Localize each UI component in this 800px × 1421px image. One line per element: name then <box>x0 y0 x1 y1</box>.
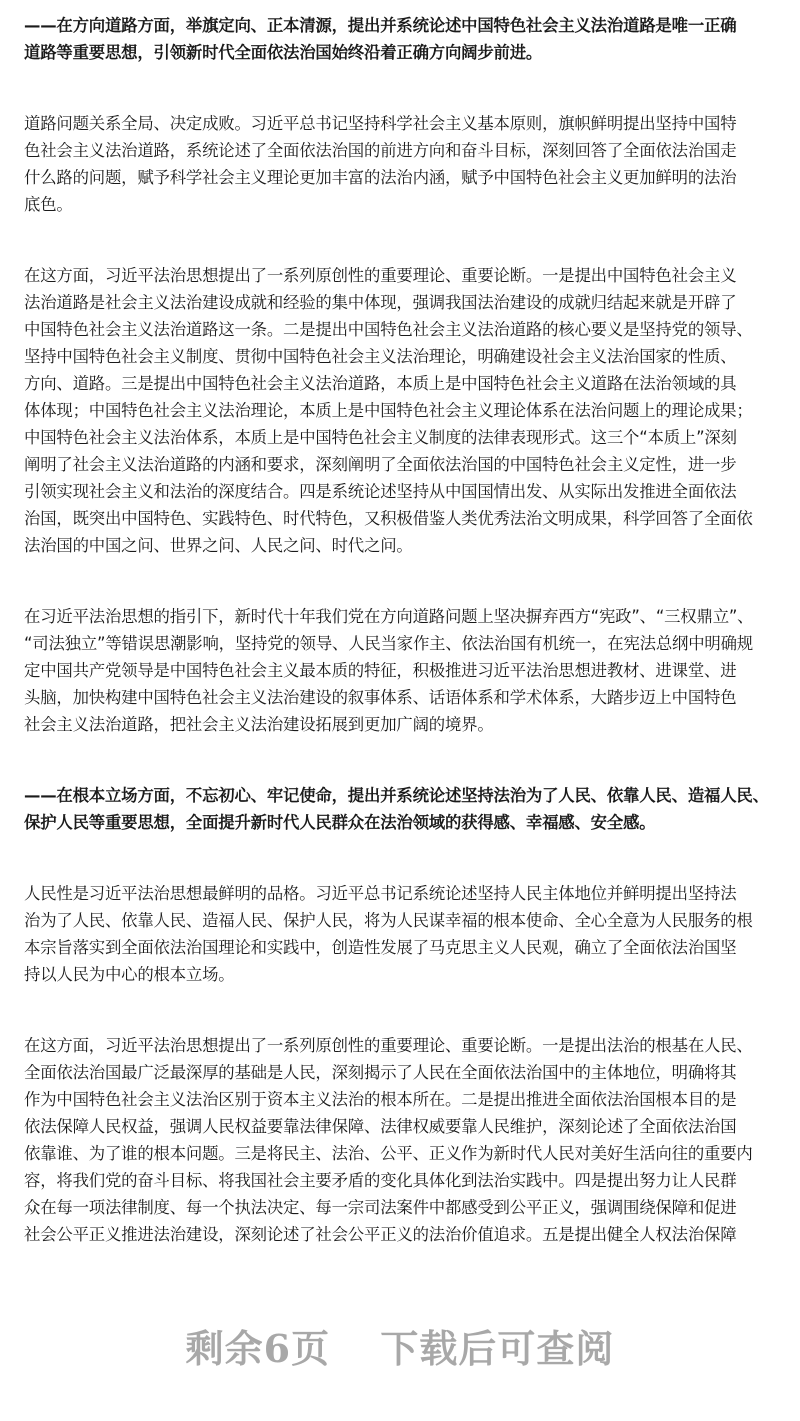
text-line: 作为中国特色社会主义法治区别于资本主义法治的根本所在。二是提出推进全面依法治国根本目的是 <box>24 1090 737 1109</box>
text-line: ——在方向道路方面，举旗定向、正本清源，提出并系统论述中国特色社会主义法治道路是唯一正确 <box>24 16 737 35</box>
text-line: 治国，既突出中国特色、实践特色、时代特色，又积极借鉴人类优秀法治文明成果，科学回答了全面依 <box>24 509 753 528</box>
section-heading-paragraph <box>24 782 784 836</box>
text-line: 在习近平法治思想的指引下，新时代十年我们党在方向道路问题上坚决摒弃西方“宪政”、“三权鼎立”、 <box>24 607 754 626</box>
body-paragraph <box>24 110 784 218</box>
text-line: 头脑，加快构建中国特色社会主义法治建设的叙事体系、话语体系和学术体系，大踏步迈上中国特色 <box>24 688 737 707</box>
text-line: “司法独立”等错误思潮影响，坚持党的领导、人民当家作主、依法治国有机统一，在宪法总纲中明确规 <box>24 634 753 653</box>
body-paragraph <box>24 262 784 559</box>
body-paragraph <box>24 603 784 738</box>
text-line: 依法保障人民权益，强调人民权益要靠法律保障、法律权威要靠人民维护，深刻论述了全面依法治国 <box>24 1117 737 1136</box>
text-line: 治为了人民、依靠人民、造福人民、保护人民，将为人民谋幸福的根本使命、全心全意为人民服务的根 <box>24 911 753 930</box>
text-line: 保护人民等重要思想，全面提升新时代人民群众在法治领域的获得感、幸福感、安全感。 <box>24 813 656 832</box>
text-line: 在这方面，习近平法治思想提出了一系列原创性的重要理论、重要论断。一是提出法治的根基在人民、 <box>24 1036 753 1055</box>
text-line: 众在每一项法律制度、每一个执法决定、每一宗司法案件中都感受到公平正义，强调围绕保障和促进 <box>24 1198 737 1217</box>
text-line: 体体现；中国特色社会主义法治理论，本质上是中国特色社会主义理论体系在法治问题上的理论成果； <box>24 401 753 420</box>
text-line: 引领实现社会主义和法治的深度结合。四是系统论述坚持从中国国情出发、从实际出发推进全面依法 <box>24 482 737 501</box>
document-body <box>24 12 784 1292</box>
text-line: 什么路的问题，赋予科学社会主义理论更加丰富的法治内涵，赋予中国特色社会主义更加鲜明的法治 <box>24 168 737 187</box>
text-line: 在这方面，习近平法治思想提出了一系列原创性的重要理论、重要论断。一是提出中国特色社会主义 <box>24 266 737 285</box>
text-line: 道路问题关系全局、决定成败。习近平总书记坚持科学社会主义基本原则，旗帜鲜明提出坚持中国特 <box>24 114 737 133</box>
text-line: 道路等重要思想，引领新时代全面依法治国始终沿着正确方向阔步前进。 <box>24 43 543 62</box>
text-line: 社会公平正义推进法治建设，深刻论述了社会公平正义的法治价值追求。五是提出健全人权法治保障 <box>24 1225 737 1244</box>
text-line: 中国特色社会主义法治体系，本质上是中国特色社会主义制度的法律表现形式。这三个“本质上”深刻 <box>24 428 737 447</box>
text-line: 依靠谁、为了谁的根本问题。三是将民主、法治、公平、正义作为新时代人民对美好生活向往的重要内 <box>24 1144 753 1163</box>
text-line: 定中国共产党领导是中国特色社会主义最本质的特征，积极推进习近平法治思想进教材、进课堂、进 <box>24 661 737 680</box>
text-line: 法治国的中国之问、世界之问、人民之问、时代之问。 <box>24 536 413 555</box>
text-line: 方向、道路。三是提出中国特色社会主义法治道路，本质上是中国特色社会主义道路在法治领域的具 <box>24 374 737 393</box>
body-paragraph <box>24 880 784 988</box>
text-line: 持以人民为中心的根本立场。 <box>24 965 235 984</box>
text-line: 本宗旨落实到全面依法治国理论和实践中，创造性发展了马克思主义人民观，确立了全面依法治国坚 <box>24 938 737 957</box>
text-line: 底色。 <box>24 195 73 214</box>
text-line: 法治道路是社会主义法治建设成就和经验的集中体现，强调我国法治建设的成就归结起来就是开辟了 <box>24 293 737 312</box>
download-to-view-label[interactable]: 下载后可查阅 <box>380 1326 615 1371</box>
text-line: 容，将我们党的奋斗目标、将我国社会主要矛盾的变化具体化到法治实践中。四是提出努力让人民群 <box>24 1171 737 1190</box>
text-line: 色社会主义法治道路，系统论述了全面依法治国的前进方向和奋斗目标，深刻回答了全面依法治国走 <box>24 141 737 160</box>
text-line: 阐明了社会主义法治道路的内涵和要求，深刻阐明了全面依法治国的中国特色社会主义定性，进一步 <box>24 455 737 474</box>
text-line: 社会主义法治道路，把社会主义法治建设拓展到更加广阔的境界。 <box>24 715 494 734</box>
remaining-pages-label: 剩余6页 <box>185 1326 331 1371</box>
section-heading-paragraph <box>24 12 784 66</box>
text-line: ——在根本立场方面，不忘初心、牢记使命，提出并系统论述坚持法治为了人民、依靠人民、造福人民、 <box>24 786 769 805</box>
body-paragraph <box>24 1032 784 1248</box>
download-prompt-banner[interactable] <box>0 1318 800 1373</box>
text-line: 人民性是习近平法治思想最鲜明的品格。习近平总书记系统论述坚持人民主体地位并鲜明提出坚持法 <box>24 884 737 903</box>
text-line: 中国特色社会主义法治道路这一条。二是提出中国特色社会主义法治道路的核心要义是坚持党的领导、 <box>24 320 753 339</box>
text-line: 全面依法治国最广泛最深厚的基础是人民，深刻揭示了人民在全面依法治国中的主体地位，明确将其 <box>24 1063 737 1082</box>
text-line: 坚持中国特色社会主义制度、贯彻中国特色社会主义法治理论，明确建设社会主义法治国家的性质、 <box>24 347 737 366</box>
